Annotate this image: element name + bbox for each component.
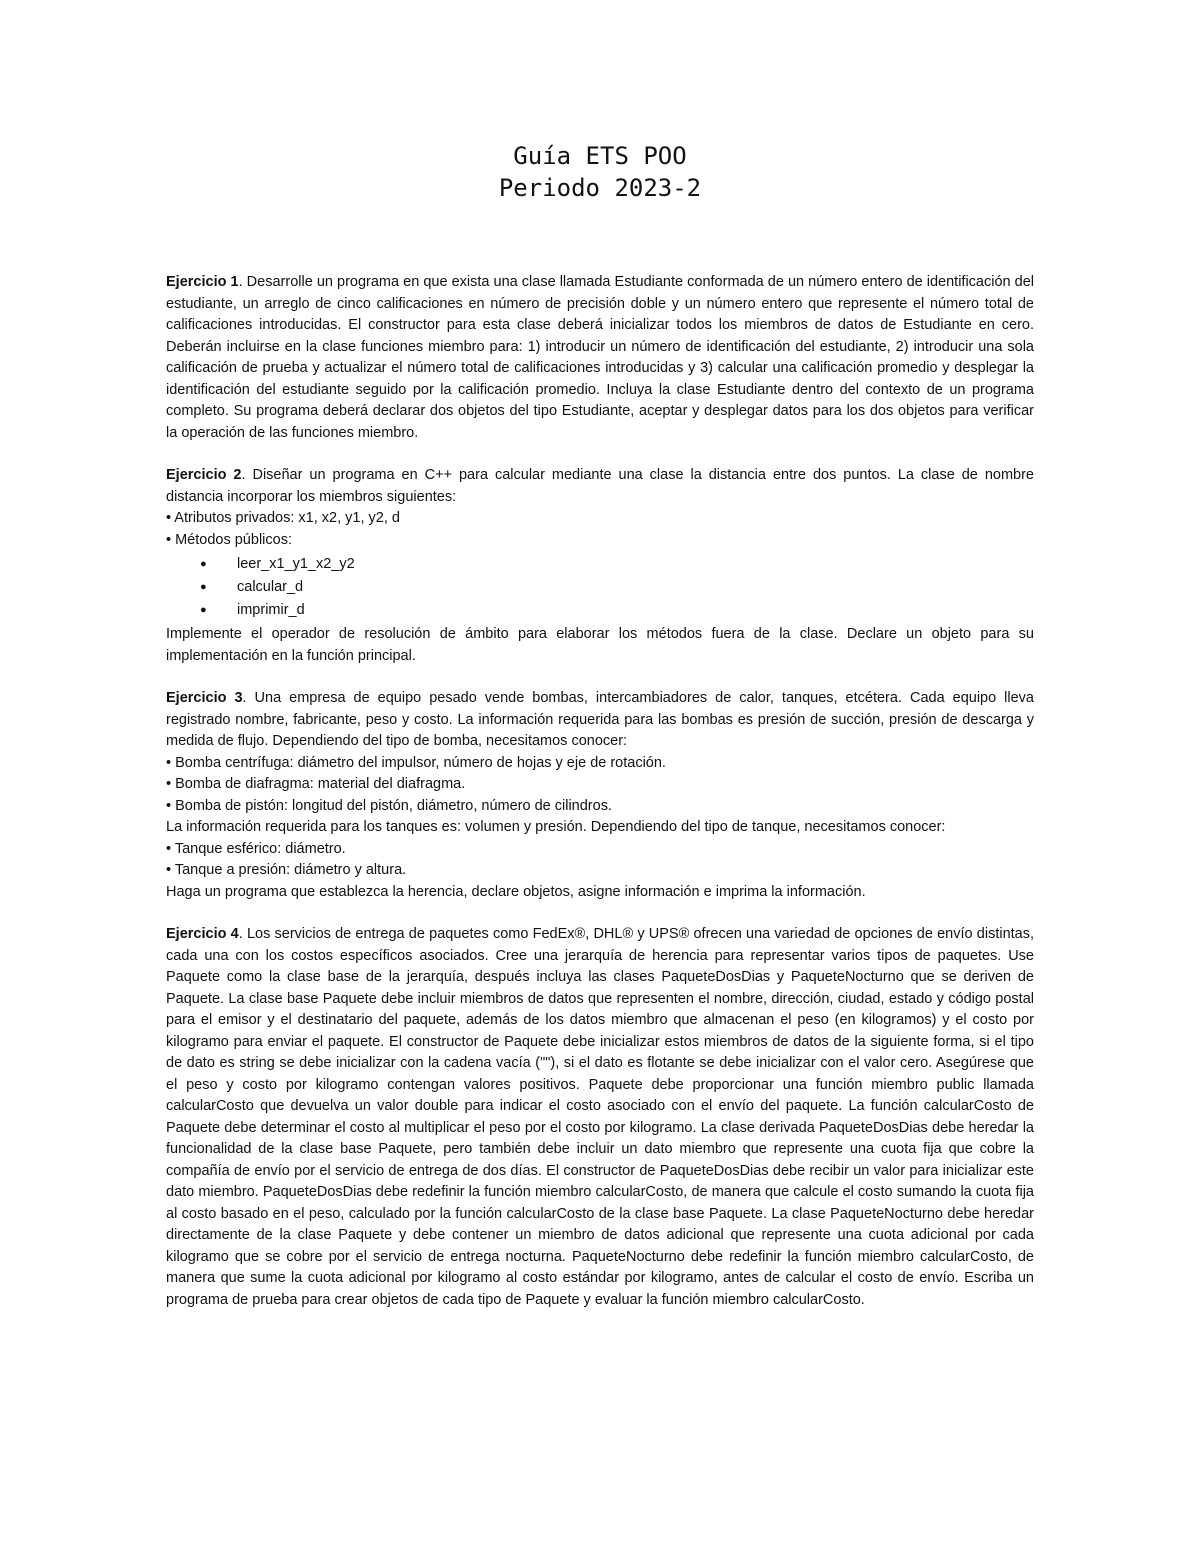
method-item: ● leer_x1_y1_x2_y2 bbox=[166, 553, 1034, 576]
method-item: ● calcular_d bbox=[166, 576, 1034, 599]
title-line-1: Guía ETS POO bbox=[513, 142, 687, 170]
exercise-1-text bbox=[166, 272, 1034, 444]
tank-bullet: • Tanque esférico: diámetro. bbox=[166, 840, 346, 857]
exercise-1 bbox=[166, 272, 1034, 444]
exercise-3-closing: Haga un programa que establezca la herencia, declare objetos, asigne información e imprima la información. bbox=[166, 883, 866, 900]
exercise-2-bullet-methods: • Métodos públicos: bbox=[166, 531, 292, 548]
exercise-4 bbox=[166, 924, 1034, 1311]
pump-bullet: • Bomba de pistón: longitud del pistón, diámetro, número de cilindros. bbox=[166, 797, 612, 814]
pump-bullet: • Bomba centrífuga: diámetro del impulsor, número de hojas y eje de rotación. bbox=[166, 754, 666, 771]
exercise-1-body: . Desarrolle un programa en que exista una clase llamada Estudiante conformada de un número entero de identificación del estudiante, un arreglo de cinco calificaciones en número de precisión doble y un número entero que represente el número total de calificaciones introducidas. El constructor para esta clase deberá inicializar todos los miembros de datos de Estudiante en cero. Deberán incluirse en la clase funciones miembro para: 1) introducir un número de identificación del estudiante, 2) introducir una sola calificación de prueba y actualizar el número total de calificaciones introducidas y 3) calcular una calificación promedio y desplegar la identificación del estudiante seguido por la calificación promedio. Incluya la clase Estudiante dentro del contexto de un programa completo. Su programa deberá declarar dos objetos del tipo Estudiante, aceptar y desplegar datos para los dos objetos para verificar la operación de las funciones miembro. bbox=[166, 274, 1035, 441]
exercise-4-body: . Los servicios de entrega de paquetes como FedEx®, DHL® y UPS® ofrecen una variedad de opciones de envío distintas, cada una con los costos específicos asociados. Cree una jerarquía de herencia para representar varios tipos de paquetes. Use Paquete como la clase base de la jerarquía, después incluya las clases PaqueteDosDias y PaqueteNocturno que se deriven de Paquete. La clase base Paquete debe incluir miembros de datos que representen el nombre, dirección, ciudad, estado y código postal para el emisor y el destinatario del paquete, además de los datos miembro que almacenan el peso (en kilogramos) y el costo por kilogramo para enviar el paquete. El constructor de Paquete debe inicializar estos miembros de datos de la siguiente forma, si el tipo de dato es string se debe inicializar con la cadena vacía (""), si el dato es flotante se debe inicializar con el valor cero. Asegúrese que el peso y costo por kilogramo contengan valores positivos. Paquete debe proporcionar una función miembro public llamada calcularCosto que devuelva un valor double para indicar el costo asociado con el envío del paquete. La función calcularCosto de Paquete debe determinar el costo al multiplicar el peso por el costo por kilogramo. La clase derivada PaqueteDosDias debe heredar la funcionalidad de la clase base Paquete, pero también debe incluir un dato miembro que represente una cuota fija que cobre la compañía de envío por el servicio de entrega de dos días. El constructor de PaqueteDosDias debe recibir un valor para inicializar este dato miembro. PaqueteDosDias debe redefinir la función miembro calcularCosto, de manera que calcule el costo sumando la cuota fija al costo basado en el peso, calculado por la función calcularCosto de la clase base Paquete. La clase PaqueteNocturno debe heredar directamente de la clase Paquete y debe contener un miembro de datos adicional que represente una cuota adicional por cada kilogramo que se cobre por el servicio de entrega nocturna. PaqueteNocturno debe redefinir la función miembro calcularCosto, de manera que sume la cuota adicional por kilogramo al costo estándar por kilogramo, antes de calcular el costo de envío. Escriba un programa de prueba para crear objetos de cada tipo de Paquete y evaluar la función miembro calcularCosto. bbox=[166, 926, 1034, 1308]
exercise-4-text bbox=[166, 924, 1034, 1311]
exercise-2-closing: Implemente el operador de resolución de ámbito para elaborar los métodos fuera de la clase. Declare un objeto para su implementación en la función principal. bbox=[166, 626, 1034, 664]
method-item: ● imprimir_d bbox=[166, 599, 1034, 622]
exercise-3 bbox=[166, 688, 1034, 903]
exercise-2-text bbox=[166, 465, 1034, 508]
tank-bullet: • Tanque a presión: diámetro y altura. bbox=[166, 862, 407, 878]
exercise-2-bullet-attributes: • Atributos privados: x1, x2, y1, y2, d bbox=[166, 510, 400, 526]
pump-bullet: • Bomba de diafragma: material del diafragma. bbox=[166, 776, 466, 792]
exercise-3-body: . Una empresa de equipo pesado vende bombas, intercambiadores de calor, tanques, etcétera. Cada equipo lleva registrado nombre, fabricante, peso y costo. La información requerida para las bombas es presión de succión, presión de descarga y medida de flujo. Dependiendo del tipo de bomba, necesitamos conocer: bbox=[166, 690, 1034, 749]
exercise-4-label: Ejercicio 4 bbox=[166, 926, 239, 942]
document-title bbox=[166, 140, 1034, 204]
exercise-3-tanks-text: La información requerida para los tanques es: volumen y presión. Dependiendo del tipo de tanque, necesitamos conocer: bbox=[166, 819, 946, 835]
exercise-3-label: Ejercicio 3 bbox=[166, 690, 243, 706]
exercise-2-body: . Diseñar un programa en C++ para calcular mediante una clase la distancia entre dos puntos. La clase de nombre distancia incorporar los miembros siguientes: bbox=[166, 467, 1034, 505]
exercise-1-label: Ejercicio 1 bbox=[166, 274, 239, 290]
exercise-2 bbox=[166, 465, 1034, 667]
exercise-3-text bbox=[166, 688, 1034, 753]
exercise-2-label: Ejercicio 2 bbox=[166, 467, 242, 483]
methods-list bbox=[166, 553, 1034, 622]
title-line-2: Periodo 2023-2 bbox=[498, 174, 702, 202]
